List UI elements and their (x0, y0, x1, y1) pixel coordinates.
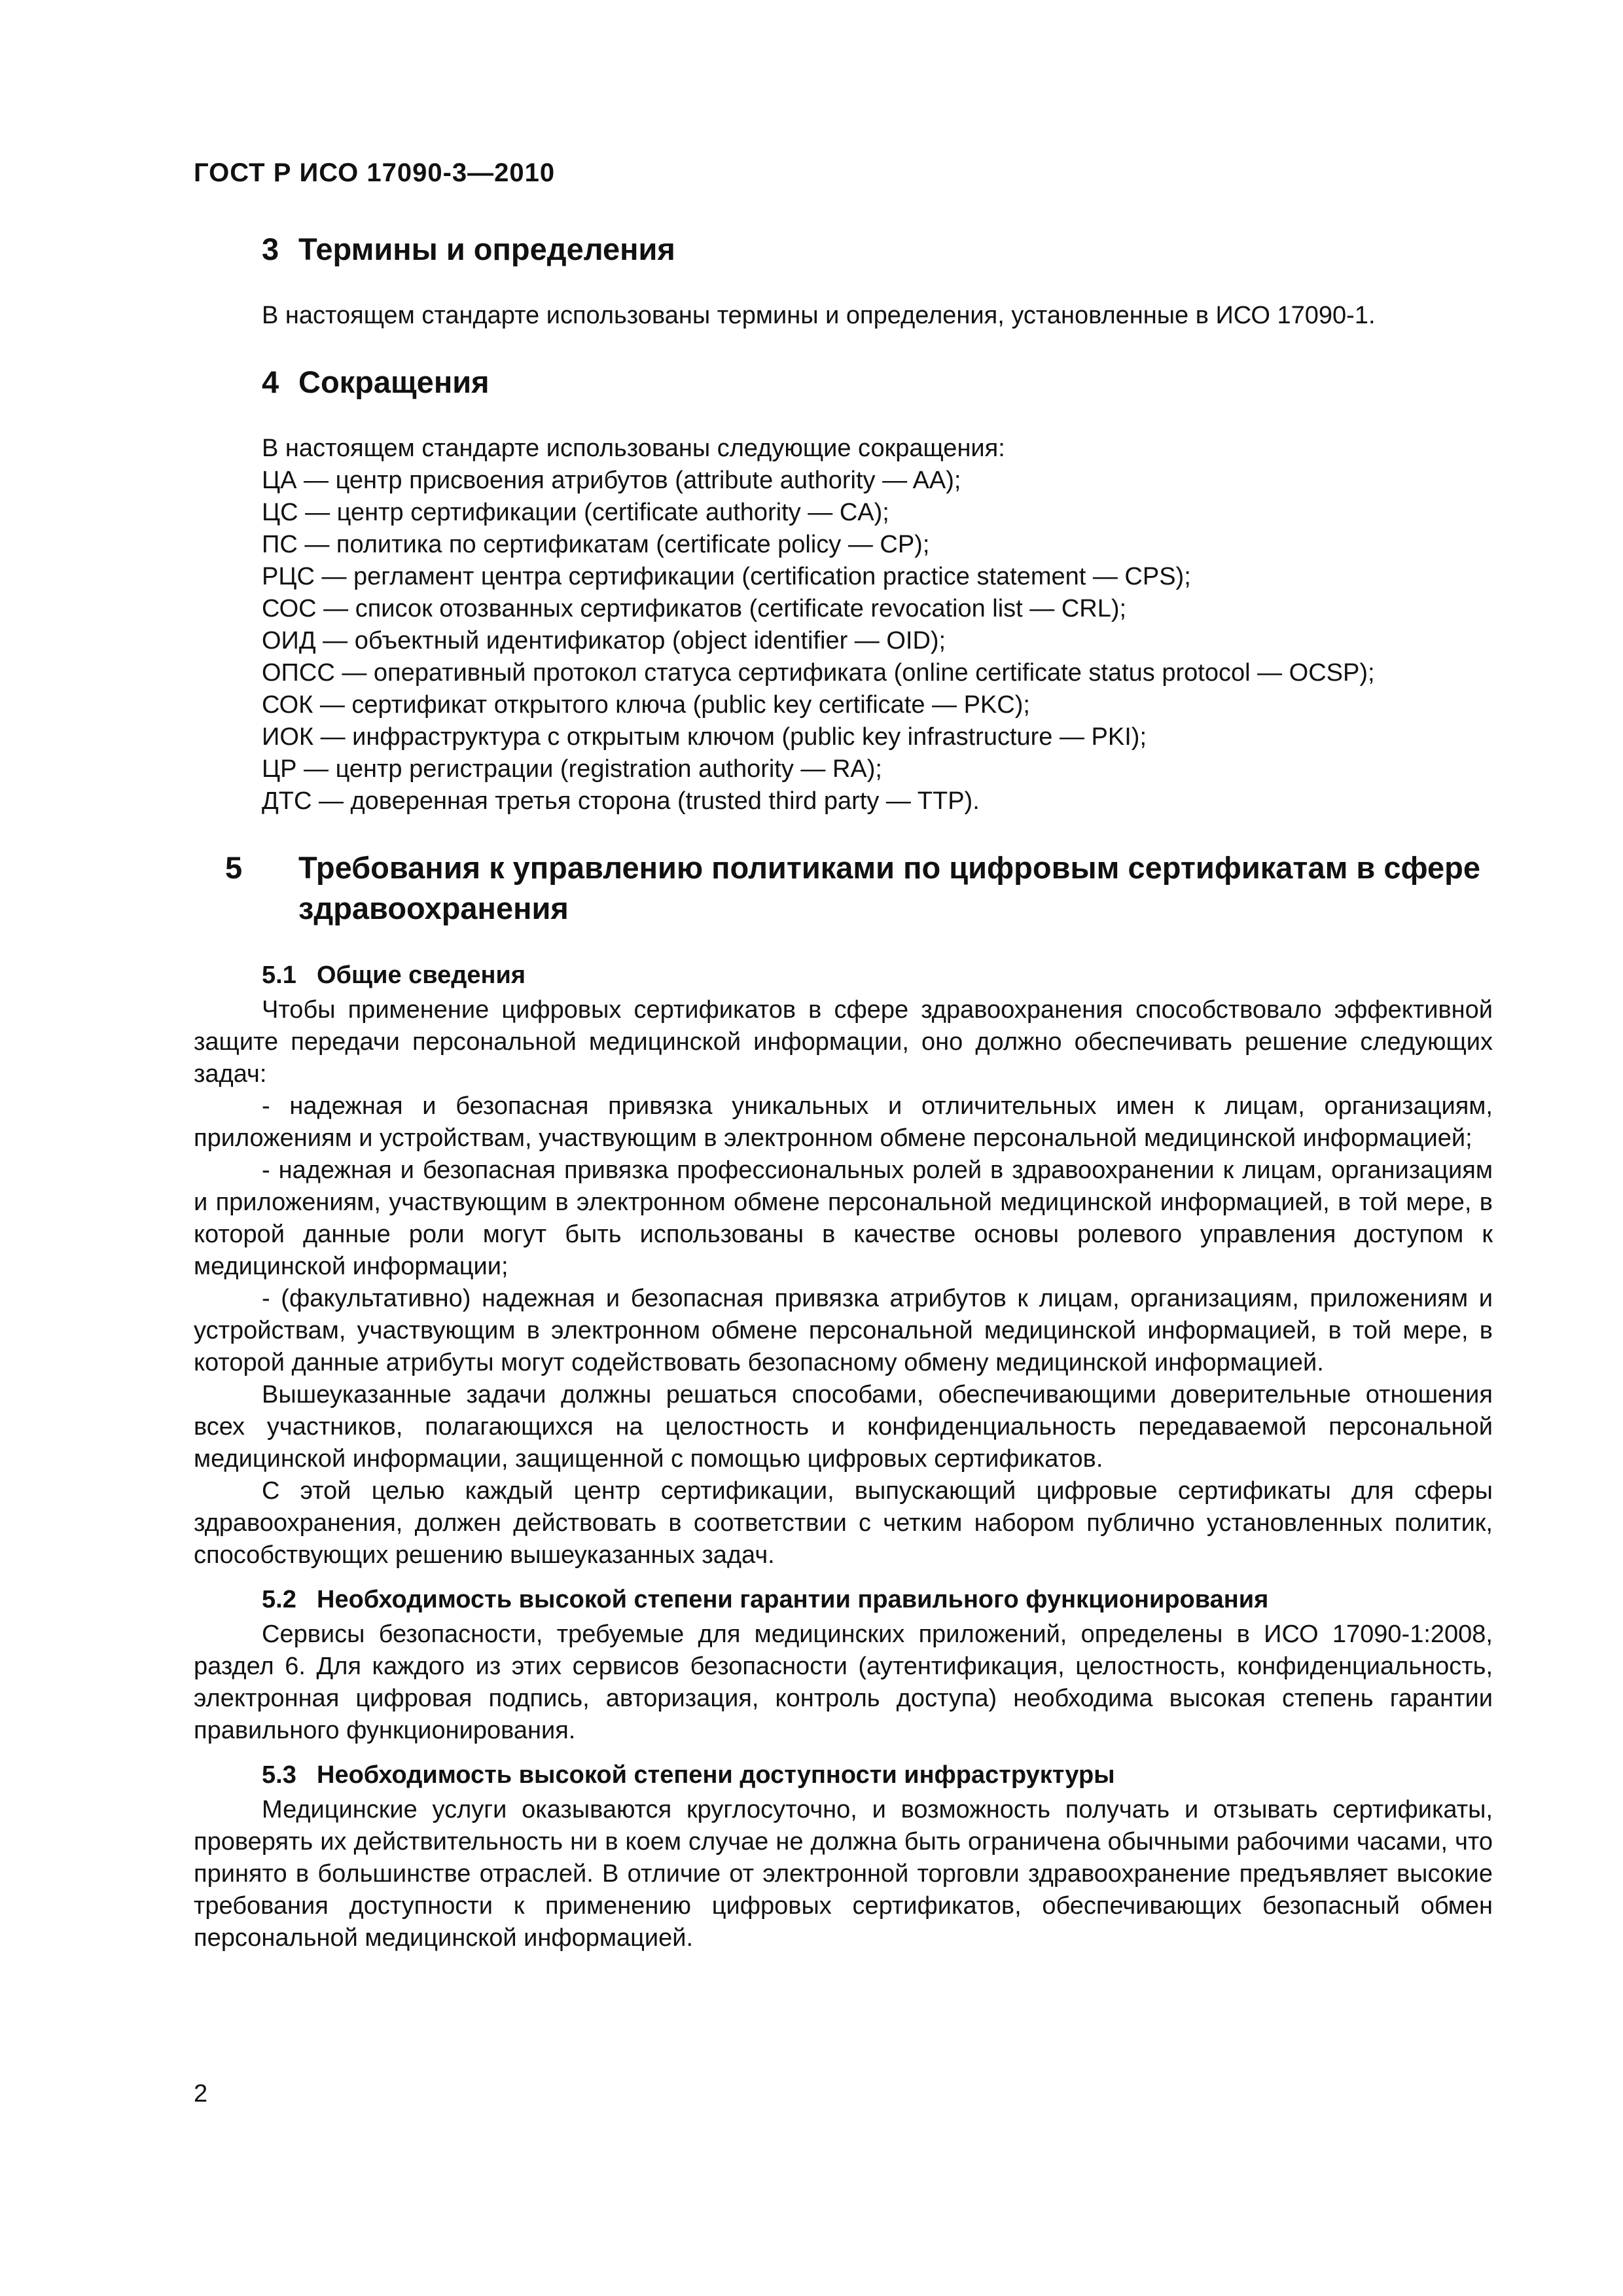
abbreviation-item: ЦС — центр сертификации (certificate authority — CA); (262, 499, 889, 526)
subsection-5-1-title: Общие сведения (317, 961, 526, 989)
abbreviation-item: ЦР — центр регистрации (registration authority — RA); (262, 755, 882, 783)
document-header: ГОСТ Р ИСО 17090-3—2010 (194, 158, 556, 187)
abbreviation-item: РЦС — регламент центра сертификации (certification practice statement — CPS); (262, 563, 1191, 590)
paragraph: Медицинские услуги оказываются круглосуточно, и возможность получать и отзывать сертификаты, проверять их действительность ни в коем случае не должна быть ограничена обычными рабочими часами, что принято в большинстве отраслей. В отличие от электронной торговли здравоохранение предъявляет высокие требования доступности к применению цифровых сертификатов, обеспечивающих безопасный обмен персональной медицинской информацией. (194, 1796, 1493, 1952)
subsection-5-2-number: 5.2 (262, 1586, 296, 1613)
abbreviations-list (194, 465, 1493, 817)
abbreviation-item: ЦА — центр присвоения атрибутов (attribute authority — AA); (262, 467, 961, 494)
section-3-heading (194, 229, 1493, 270)
abbreviations-intro: В настоящем стандарте использованы следующие сокращения: (262, 435, 1005, 462)
document-body (194, 229, 1493, 1954)
abbreviation-item: ПС — политика по сертификатам (certificate policy — CP); (262, 531, 930, 558)
list-item: - (факультативно) надежная и безопасная привязка атрибутов к лицам, организациям, приложениям и устройствам, участвующим в электронном обмене персональной медицинской информацией, в той мере, в которой данные атрибуты могут содействовать безопасному обмену медицинской информацией. (194, 1285, 1493, 1376)
subsection-5-1-heading (194, 959, 1493, 992)
section-4-number: 4 (262, 365, 279, 399)
page-number: 2 (194, 2080, 208, 2108)
subsection-5-3-heading (194, 1759, 1493, 1791)
section-4-title: Сокращения (298, 365, 490, 399)
section-3-number: 3 (262, 232, 279, 266)
abbreviation-item: СОК — сертификат открытого ключа (public key certificate — PKC); (262, 691, 1030, 719)
subsection-5-1-number: 5.1 (262, 961, 296, 989)
section-3-title: Термины и определения (298, 232, 675, 266)
subsection-5-2-title: Необходимость высокой степени гарантии правильного функционирования (317, 1586, 1269, 1613)
subsection-5-2-heading (194, 1583, 1493, 1616)
subsection-5-3-title: Необходимость высокой степени доступности инфраструктуры (317, 1761, 1115, 1789)
abbreviation-item: СОС — список отозванных сертификатов (certificate revocation list — CRL); (262, 595, 1127, 622)
paragraph: Вышеуказанные задачи должны решаться способами, обеспечивающими доверительные отношения всех участников, полагающихся на целостность и конфиденциальность передаваемой персональной медицинской информации, защищенной с помощью цифровых сертификатов. (194, 1381, 1493, 1473)
abbreviation-item: ИОК — инфраструктура с открытым ключом (public key infrastructure — PKI); (262, 723, 1147, 751)
abbreviation-item: ОИД — объектный идентификатор (object identifier — OID); (262, 627, 946, 655)
abbreviation-item: ДТС — доверенная третья сторона (trusted third party — TTP). (262, 787, 980, 815)
paragraph: Сервисы безопасности, требуемые для медицинских приложений, определены в ИСО 17090-1:2008, раздел 6. Для каждого из этих сервисов безопасности (аутентификация, целостность, конфиденциальность, электронная цифровая подпись, авторизация, контроль доступа) необходима высокая степень гарантии правильного функционирования. (194, 1621, 1493, 1744)
spacer (194, 332, 1493, 362)
abbreviation-item: ОПСС — оперативный протокол статуса сертификата (online certificate status protocol — OCSP); (262, 659, 1375, 687)
subsection-5-3-number: 5.3 (262, 1761, 296, 1789)
section-5-title: Требования к управлению политиками по цифровым сертификатам в сфере здравоохранения (298, 850, 1480, 925)
section-5-number: 5 (225, 850, 243, 885)
section-4-heading (194, 362, 1493, 403)
list-item: - надежная и безопасная привязка профессиональных ролей в здравоохранении к лицам, организациям и приложениям, участвующим в электронном обмене персональной медицинской информацией, в той мере, в которой данные роли могут быть использованы в качестве основы ролевого управления доступом к медицинской информации; (194, 1157, 1493, 1280)
section-5-heading (194, 848, 1493, 929)
paragraph: С этой целью каждый центр сертификации, выпускающий цифровые сертификаты для сферы здравоохранения, должен действовать в соответствии с четким набором публично установленных политик, способствующих решению вышеуказанных задач. (194, 1477, 1493, 1569)
section-3-text: В настоящем стандарте использованы термины и определения, установленные в ИСО 17090-1. (262, 302, 1376, 329)
paragraph: Чтобы применение цифровых сертификатов в сфере здравоохранения способствовало эффективной защите передачи персональной медицинской информации, оно должно обеспечивать решение следующих задач: (194, 996, 1493, 1088)
list-item: - надежная и безопасная привязка уникальных и отличительных имен к лицам, организациям, приложениям и устройствам, участвующим в электронном обмене персональной медицинской информацией; (194, 1092, 1493, 1152)
